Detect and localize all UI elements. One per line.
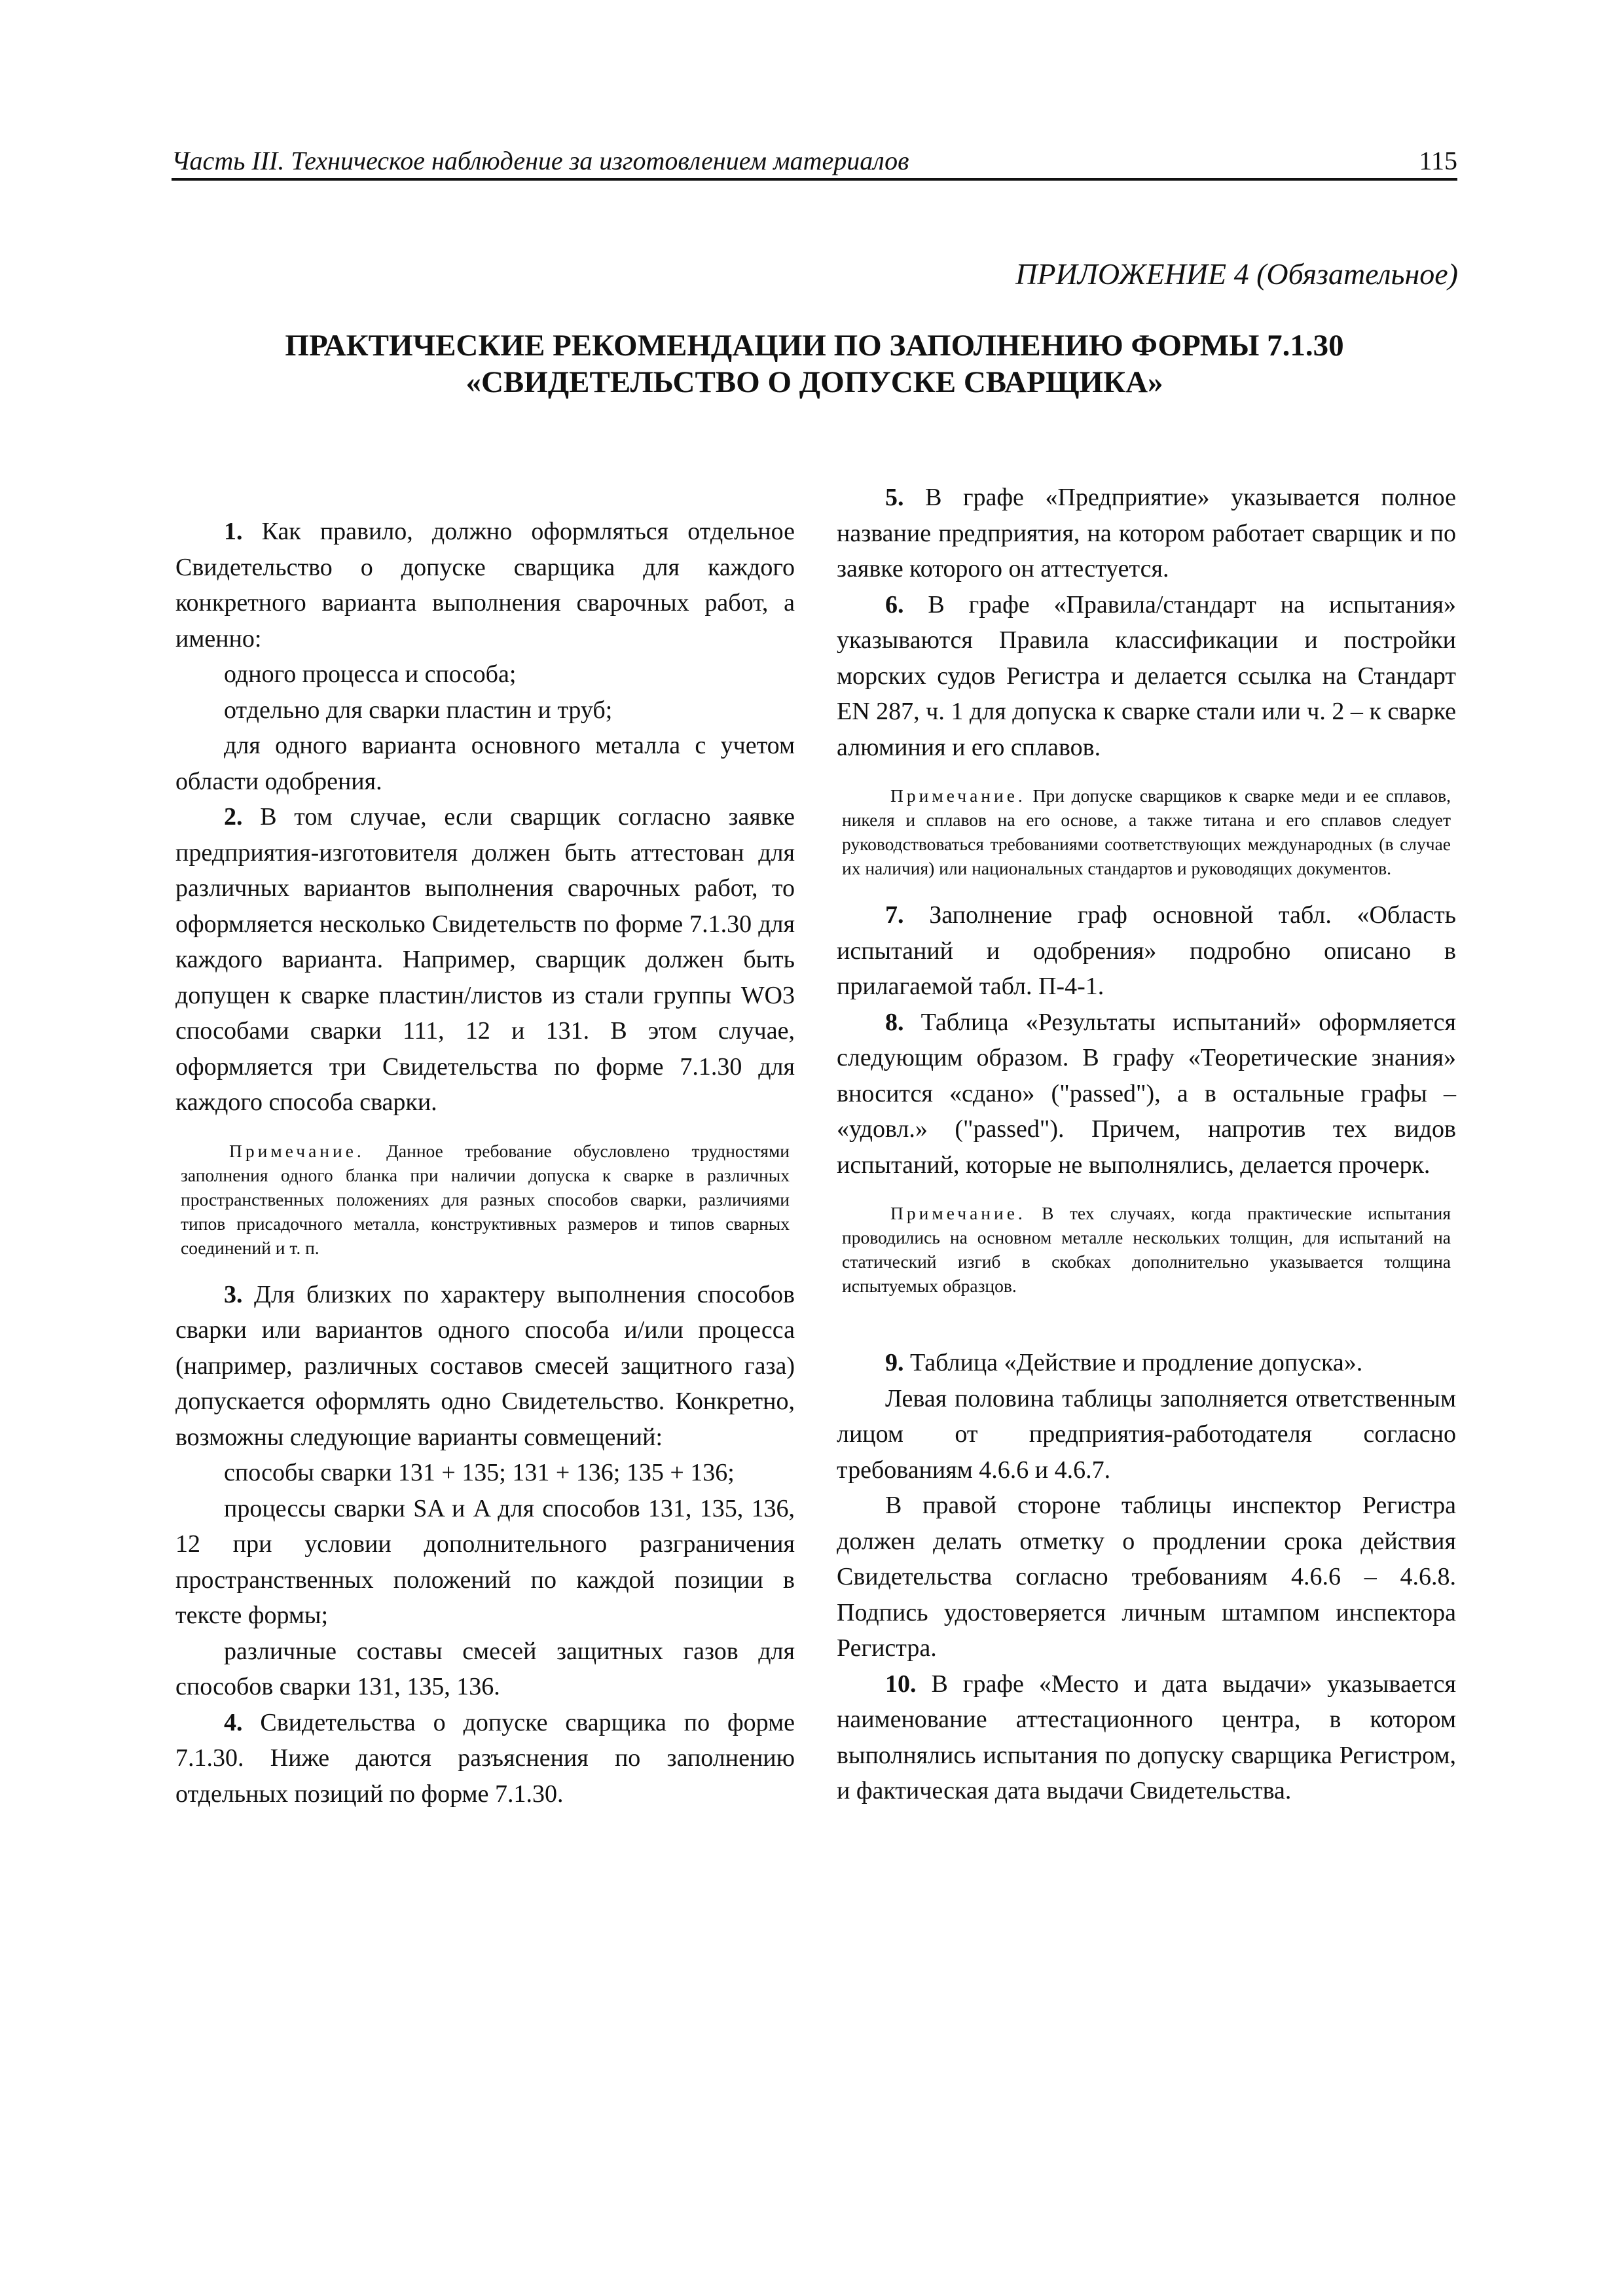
document-title: [172, 327, 1457, 401]
page-header: [172, 145, 1457, 181]
appendix-label: ПРИЛОЖЕНИЕ 4 (Обязательное): [1015, 257, 1458, 291]
paragraph-1-item: одного процесса и способа;: [224, 660, 517, 688]
paragraph-4: 4. Свидетельства о допуске сварщика по форме 7.1.30. Ниже даются разъяснения по заполнению отдельных позиций по форме 7.1.30.: [175, 1708, 795, 1808]
paragraph-7: 7. Заполнение граф основной табл. «Область испытаний и одобрения» подробно описано в прилагаемой табл. П-4-1.: [837, 901, 1457, 1000]
paragraph-8: 8. Таблица «Результаты испытаний» оформляется следующим образом. В графу «Теоретические знания» вносится «сдано» ("passed"), а в остальные графы – «удовл.» ("passed"). Причем, напротив тех видов испытаний, которые не выполнялись, делается прочерк.: [837, 1008, 1457, 1179]
paragraph-3: 3. Для близких по характеру выполнения способов сварки или вариантов одного способа и/или процесса (например, различных составов смесей защитного газа) допускается оформлять одно Свидетельство. Конкретно, возможны следующие варианты совмещений:: [175, 1280, 795, 1451]
paragraph-9-item: Левая половина таблицы заполняется ответственным лицом от предприятия-работодателя согласно требованиям 4.6.6 и 4.6.7.: [837, 1384, 1456, 1484]
left-column: [175, 514, 795, 1812]
paragraph-9: 9. Таблица «Действие и продление допуска».: [885, 1349, 1363, 1376]
paragraph-6: 6. В графе «Правила/стандарт на испытания» указываются Правила классификации и постройки морских судов Регистра и делается ссылка на Стандарт EN 287, ч. 1 для допуска к сварке стали или ч. 2 – к сварке алюминия и его сплавов.: [837, 590, 1457, 761]
title-line-2: «СВИДЕТЕЛЬСТВО О ДОПУСКЕ СВАРЩИКА»: [465, 365, 1163, 399]
paragraph-1-item: отдельно для сварки пластин и труб;: [224, 696, 613, 724]
note-1: Примечание. Данное требование обусловлено трудностями заполнения одного бланка при наличии допуска к сварке в различных пространственных положениях для разных способов сварки, различиями типов присадочного металла, конструктивных размеров и типов сварных соединений и т. п.: [181, 1140, 790, 1258]
paragraph-1-item: для одного варианта основного металла с учетом области одобрения.: [175, 732, 795, 795]
paragraph-1: 1. Как правило, должно оформляться отдельное Свидетельство о допуске сварщика для каждого конкретного варианта выполнения сварочных работ, а именно:: [175, 518, 795, 653]
page-number: 115: [1419, 146, 1457, 175]
paragraph-10: 10. В графе «Место и дата выдачи» указывается наименование аттестационного центра, в котором выполнялись испытания по допуску сварщика Регистром, и фактическая дата выдачи Свидетельства.: [837, 1670, 1456, 1804]
paragraph-2: 2. В том случае, если сварщик согласно заявке предприятия-изготовителя должен быть аттестован для различных вариантов выполнения сварочных работ, то оформляется несколько Свидетельств по форме 7.1.30 для каждого варианта. Например, сварщик должен быть допущен к сварке пластин/листов из стали группы WO3 способами сварки 111, 12 и 131. В этом случае, оформляется три Свидетельства по форме 7.1.30 для каждого способа сварки.: [175, 803, 795, 1116]
paragraph-3-item: способы сварки 131 + 135; 131 + 136; 135 + 136;: [224, 1459, 735, 1486]
right-column: [837, 480, 1456, 1809]
paragraph-3-item: различные составы смесей защитных газов для способов сварки 131, 135, 136.: [175, 1637, 795, 1700]
running-head: Часть III. Техническое наблюдение за изготовлением материалов: [172, 146, 909, 175]
paragraph-3-item: процессы сварки SA и A для способов 131, 135, 136, 12 при условии дополнительного разграничения пространственных положений по каждой позиции в тексте формы;: [175, 1494, 795, 1629]
note-3: Примечание. В тех случаях, когда практические испытания проводились на основном металле нескольких толщин, для испытаний на статический изгиб в скобках дополнительно указывается толщина испытуемых образцов.: [842, 1203, 1451, 1296]
title-line-1: ПРАКТИЧЕСКИЕ РЕКОМЕНДАЦИИ ПО ЗАПОЛНЕНИЮ ФОРМЫ 7.1.30: [285, 329, 1344, 363]
paragraph-9-item: В правой стороне таблицы инспектор Регистра должен делать отметку о продлении срока действия Свидетельства согласно требованиям 4.6.6 – 4.6.8. Подпись удостоверяется личным штампом инспектора Регистра.: [837, 1492, 1456, 1662]
paragraph-5: 5. В графе «Предприятие» указывается полное название предприятия, на котором работает сварщик и по заявке которого он аттестуется.: [837, 484, 1457, 583]
note-2: Примечание. При допуске сварщиков к сварке меди и ее сплавов, никеля и сплавов на его основе, а также титана и его сплавов следует руководствоваться требованиями соответствующих международных (в случае их наличия) или национальных стандартов и руководящих документов.: [842, 785, 1451, 878]
